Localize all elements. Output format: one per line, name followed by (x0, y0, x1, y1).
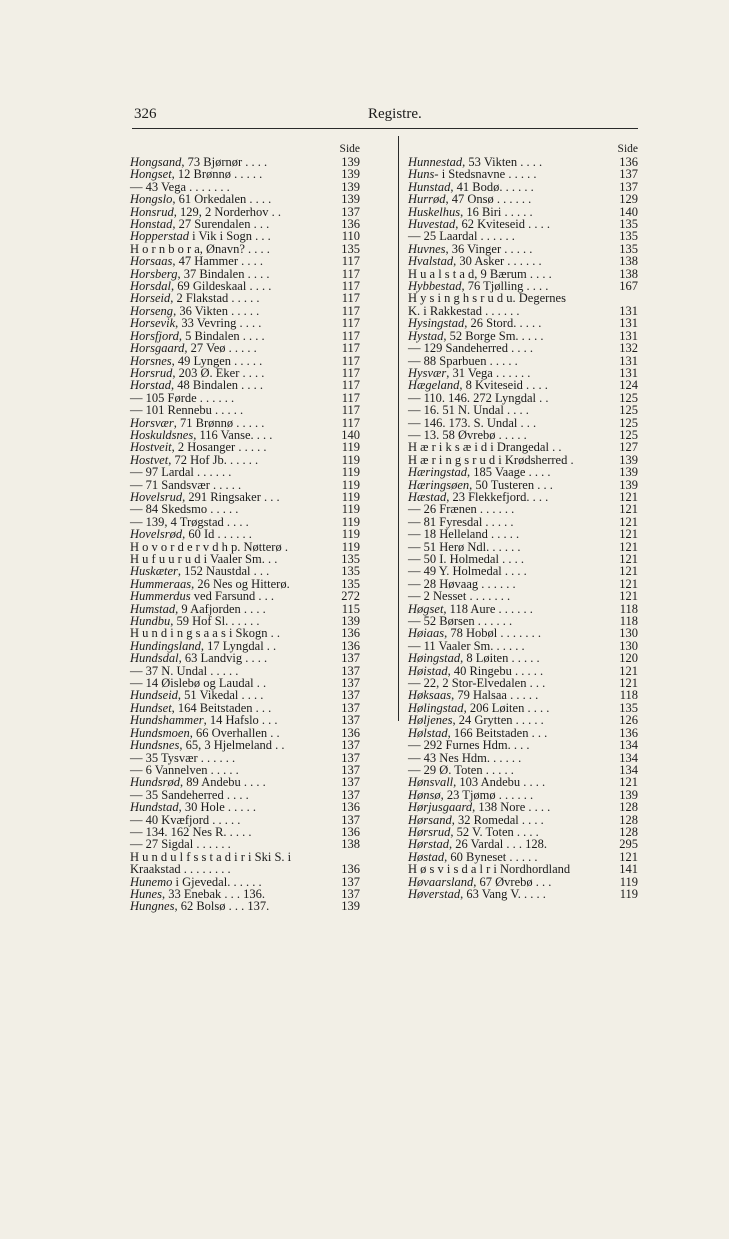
entry-page: 137 (341, 688, 360, 703)
entry-page: 135 (341, 576, 360, 591)
entry-text: Hybbestad, 76 Tjølling . . . . (408, 279, 549, 294)
index-entry (408, 441, 638, 453)
entry-text: Hundsdal, 63 Landvig . . . . (130, 651, 268, 666)
entry-text: Hæringsøen, 50 Tusteren . . . (408, 477, 553, 492)
entry-text: Horseng, 36 Vikten . . . . . (130, 303, 260, 318)
entry-page: 119 (341, 465, 360, 480)
page-number: 326 (134, 106, 157, 122)
index-entry (408, 627, 638, 639)
entry-page: 134 (619, 750, 638, 765)
entry-text: Honstad, 27 Surendalen . . . (130, 217, 270, 232)
entry-page: 131 (619, 316, 638, 331)
entry-page: 117 (341, 415, 360, 430)
index-entry (408, 888, 638, 900)
entry-page: 137 (341, 874, 360, 889)
entry-page: 136 (341, 824, 360, 839)
entry-page: 121 (619, 527, 638, 542)
entry-page: 126 (619, 713, 638, 728)
entry-text: Humstad, 9 Aafjorden . . . . (130, 601, 266, 616)
side-label: Side (339, 143, 360, 155)
entry-page: 117 (341, 303, 360, 318)
entry-page: 139 (341, 899, 360, 914)
entry-page: 121 (619, 576, 638, 591)
entry-page: 119 (341, 502, 360, 517)
entry-page: 139 (341, 614, 360, 629)
entry-page: 137 (341, 750, 360, 765)
index-entry (408, 528, 638, 540)
entry-page: 119 (341, 440, 360, 455)
entry-text: — 134. 162 Nes R. . . . . (130, 824, 252, 839)
entry-text: — 35 Tysvær . . . . . . (130, 750, 236, 765)
entry-page: 120 (619, 651, 638, 666)
entry-page: 121 (619, 849, 638, 864)
entry-page: 131 (619, 353, 638, 368)
entry-page: 121 (619, 489, 638, 504)
entry-text: Hundbu, 59 Hof Sl. . . . . . (130, 614, 260, 629)
right-column (408, 143, 638, 900)
entry-page: 140 (341, 427, 360, 442)
index-entry (130, 528, 360, 540)
entry-text: Horsnes, 49 Lyngen . . . . . (130, 353, 263, 368)
entry-page: 139 (619, 787, 638, 802)
entry-page: 131 (619, 303, 638, 318)
entry-page: 117 (341, 390, 360, 405)
entry-text: Hunstad, 41 Bodø. . . . . . (408, 179, 534, 194)
entry-page: 137 (341, 700, 360, 715)
index-entry (408, 292, 638, 304)
index-entry (408, 503, 638, 515)
entry-page: 138 (619, 254, 638, 269)
entry-text: Hopperstad i Vik i Sogn . . . (130, 229, 271, 244)
entry-text: — 292 Furnes Hdm. . . . (408, 738, 530, 753)
entry-text: H u a l s t a d, 9 Bærum . . . . (408, 266, 552, 281)
entry-page: 119 (619, 874, 638, 889)
entry-page: 134 (619, 738, 638, 753)
entry-text: K. i Rakkestad . . . . . . (408, 303, 520, 318)
entry-text: — 101 Rennebu . . . . . (130, 403, 244, 418)
entry-page: 135 (619, 217, 638, 232)
entry-text: Hønsvall, 103 Andebu . . . . (408, 775, 546, 790)
entry-page: 137 (341, 886, 360, 901)
entry-page: 118 (619, 601, 638, 616)
entry-page: 128 (619, 800, 638, 815)
entry-text: Høverstad, 63 Vang V. . . . . (408, 886, 546, 901)
entry-page: 117 (341, 365, 360, 380)
entry-page: 137 (341, 713, 360, 728)
entry-text: — 22, 2 Stor-Elvedalen . . . (408, 676, 546, 691)
entry-text: Huvnes, 36 Vinger . . . . . (408, 241, 533, 256)
index-entry (130, 801, 360, 813)
entry-text: Kraakstad . . . . . . . . (130, 862, 231, 877)
entry-text: Horsrud, 203 Ø. Eker . . . . (130, 365, 265, 380)
entry-text: Høksaas, 79 Halsaa . . . . . (408, 688, 539, 703)
entry-text: — 27 Sigdal . . . . . . (130, 837, 231, 852)
entry-text: Honsrud, 129, 2 Norderhov . . (130, 204, 282, 219)
entry-text: Hundsmoen, 66 Overhallen . . (130, 725, 280, 740)
index-entry (408, 776, 638, 788)
entry-page: 295 (619, 837, 638, 852)
entry-page: 139 (341, 192, 360, 207)
entry-text: — 6 Vannelven . . . . . (130, 762, 239, 777)
entry-text: Horsfjord, 5 Bindalen . . . . (130, 328, 265, 343)
entry-text: Huns- i Stedsnavne . . . . . (408, 167, 537, 182)
entry-page: 119 (341, 514, 360, 529)
entry-page: 135 (619, 241, 638, 256)
entry-text: Hundshammer, 14 Hafslo . . . (130, 713, 278, 728)
entry-text: Hummerdus ved Farsund . . . (130, 589, 274, 604)
entry-text: Hundseid, 51 Vikedal . . . . (130, 688, 264, 703)
entry-page: 117 (341, 254, 360, 269)
entry-text: — 2 Nesset . . . . . . . (408, 589, 511, 604)
entry-text: Hæstad, 23 Flekkefjord. . . . (408, 489, 549, 504)
entry-page: 135 (619, 700, 638, 715)
entry-text: Hørjusgaard, 138 Nore . . . . (408, 800, 551, 815)
index-entry (130, 503, 360, 515)
entry-text: Hvalstad, 30 Asker . . . . . . (408, 254, 542, 269)
entry-page: 119 (341, 489, 360, 504)
entry-page: 137 (619, 167, 638, 182)
entry-page: 128 (619, 812, 638, 827)
entry-text: Horstad, 48 Bindalen . . . . (130, 378, 263, 393)
entry-text: — 50 I. Holmedal . . . . (408, 552, 524, 566)
entry-text: — 35 Sandeherred . . . . (130, 787, 249, 802)
entry-page: 137 (341, 762, 360, 777)
entry-text: — 129 Sandeherred . . . . (408, 341, 533, 356)
entry-page: 139 (341, 167, 360, 182)
entry-page: 134 (619, 762, 638, 777)
entry-page: 117 (341, 403, 360, 418)
page-header (132, 106, 638, 128)
entry-text: Hysingstad, 26 Stord. . . . . (408, 316, 542, 331)
entry-page: 119 (341, 539, 360, 554)
entry-text: Hundsnes, 65, 3 Hjelmeland . . (130, 738, 285, 753)
entry-text: Hostveit, 2 Hosanger . . . . . (130, 440, 267, 455)
entry-text: — 40 Kvæfjord . . . . . (130, 812, 241, 827)
entry-text: H æ r i k s æ i d i Drangedal . . (408, 440, 562, 455)
header-rule (132, 128, 638, 129)
entry-page: 117 (341, 279, 360, 294)
entry-text: Hundsrød, 89 Andebu . . . . (130, 775, 266, 790)
index-entry (408, 739, 638, 751)
entry-text: H o v o r d e r v d h p. Nøtterø . (130, 539, 288, 554)
entry-page: 130 (619, 626, 638, 641)
entry-page: 121 (619, 552, 638, 566)
entry-text: — 37 N. Undal . . . . . (130, 663, 239, 678)
entry-text: Hønsø, 23 Tjømø . . . . . . (408, 787, 534, 802)
entry-text: — 139, 4 Trøgstad . . . . (130, 514, 249, 529)
entry-page: 136 (341, 638, 360, 653)
entry-page: 110 (341, 229, 360, 244)
entry-page: 119 (341, 527, 360, 542)
entry-text: Horsberg, 37 Bindalen . . . . (130, 266, 270, 281)
entry-page: 139 (341, 155, 360, 169)
entry-page: 136 (341, 862, 360, 877)
entry-text: — 28 Høvaag . . . . . . (408, 576, 516, 591)
entry-text: Hunemo i Gjevedal. . . . . . (130, 874, 262, 889)
entry-page: 138 (619, 266, 638, 281)
entry-page: 129 (619, 192, 638, 207)
index-entry (130, 739, 360, 751)
entry-text: — 18 Helleland . . . . . (408, 527, 520, 542)
entry-page: 137 (341, 787, 360, 802)
index-entry (408, 342, 638, 354)
entry-page: 118 (619, 688, 638, 703)
entry-text: — 29 Ø. Toten . . . . . (408, 762, 514, 777)
entry-page: 119 (619, 886, 638, 901)
entry-text: Hægeland, 8 Kviteseid . . . . (408, 378, 548, 393)
entry-page: 136 (341, 626, 360, 641)
running-title: Registre. (368, 106, 422, 122)
entry-page: 137 (341, 663, 360, 678)
entry-page: 139 (619, 477, 638, 492)
entry-text: Høstad, 60 Byneset . . . . . (408, 849, 538, 864)
entry-page: 135 (341, 564, 360, 579)
entry-page: 139 (341, 179, 360, 194)
entry-text: — 146. 173. S. Undal . . . (408, 415, 537, 430)
entry-text: Hungnes, 62 Bolsø . . . 137. (130, 899, 270, 914)
index-entry (408, 379, 638, 391)
entry-text: — 51 Herø Ndl. . . . . . (408, 539, 521, 554)
entry-text: — 84 Skedsmo . . . . . (130, 502, 239, 517)
side-label: Side (617, 143, 638, 155)
entry-text: — 81 Fyresdal . . . . . (408, 514, 514, 529)
entry-page: 125 (619, 390, 638, 405)
entry-page: 117 (341, 328, 360, 343)
entry-text: Hostvet, 72 Hof Jb. . . . . . (130, 452, 259, 467)
index-entry (408, 404, 638, 416)
index-entry (130, 900, 360, 912)
entry-text: — 13. 58 Øvrebø . . . . . (408, 427, 527, 442)
entry-text: H y s i n g h s r u d u. Degernes (408, 291, 566, 306)
entry-text: H u f u u r u d i Vaaler Sm. . . (130, 552, 278, 566)
entry-page: 131 (619, 328, 638, 343)
entry-page: 137 (341, 812, 360, 827)
entry-text: Hysvær, 31 Vega . . . . . . (408, 365, 531, 380)
entry-text: Huvestad, 62 Kviteseid . . . . (408, 217, 551, 232)
entry-page: 125 (619, 427, 638, 442)
left-column (130, 143, 360, 913)
entry-text: Hørstad, 26 Vardal . . . 128. (408, 837, 548, 852)
entry-text: Horsgaard, 27 Veø . . . . . (130, 341, 257, 356)
entry-page: 118 (619, 614, 638, 629)
entry-text: — 71 Sandsvær . . . . . (130, 477, 242, 492)
entry-page: 141 (619, 862, 638, 877)
entry-page: 128 (619, 824, 638, 839)
entry-text: Hunes, 33 Enebak . . . 136. (130, 886, 266, 901)
entry-text: Hundset, 164 Beitstaden . . . (130, 700, 272, 715)
entry-text: Horsdal, 69 Gildeskaal . . . . (130, 279, 272, 294)
entry-text: Hundstad, 30 Hole . . . . . (130, 800, 257, 815)
entry-text: H u n d u l f s s t a d i r i Ski S. i (130, 849, 292, 864)
entry-text: Hongset, 12 Brønnø . . . . . (130, 167, 263, 182)
entry-page: 130 (619, 638, 638, 653)
entry-page: 135 (341, 552, 360, 566)
entry-page: 117 (341, 378, 360, 393)
entry-page: 137 (341, 738, 360, 753)
entry-text: Hundingsland, 17 Lyngdal . . (130, 638, 277, 653)
entry-text: Høgset, 118 Aure . . . . . . (408, 601, 533, 616)
entry-text: Hoskuldsnes, 116 Vanse. . . . (130, 427, 273, 442)
index-entry (408, 255, 638, 267)
entry-page: 121 (619, 502, 638, 517)
entry-text: Horsevik, 33 Vevring . . . . (130, 316, 262, 331)
entry-text: Hongsand, 73 Bjørnør . . . . (130, 155, 268, 169)
entry-page: 137 (341, 204, 360, 219)
entry-page: 139 (619, 465, 638, 480)
entry-text: Høljenes, 24 Grytten . . . . . (408, 713, 544, 728)
entry-page: 127 (619, 440, 638, 455)
index-entry (408, 565, 638, 577)
entry-page: 272 (341, 589, 360, 604)
entry-page: 117 (341, 291, 360, 306)
entry-page: 138 (341, 837, 360, 852)
entry-text: Hølingstad, 206 Løiten . . . . (408, 700, 550, 715)
entry-page: 139 (619, 452, 638, 467)
entry-page: 137 (341, 651, 360, 666)
entry-page: 125 (619, 403, 638, 418)
entry-page: 131 (619, 365, 638, 380)
index-entry (130, 379, 360, 391)
entry-text: Huskæter, 152 Naustdal . . . (130, 564, 270, 579)
index-entry (130, 230, 360, 242)
entry-page: 136 (619, 155, 638, 169)
entry-text: — 97 Lardal . . . . . . (130, 465, 232, 480)
entry-text: Høingstad, 8 Løiten . . . . . (408, 651, 540, 666)
entry-text: Hølstad, 166 Beitstaden . . . (408, 725, 548, 740)
entry-text: Horsaas, 47 Hammer . . . . (130, 254, 263, 269)
entry-text: — 110. 146. 272 Lyngdal . . (408, 390, 549, 405)
entry-text: H u n d i n g s a a s i Skogn . . (130, 626, 280, 641)
entry-text: — 26 Frænen . . . . . . (408, 502, 515, 517)
entry-page: 135 (619, 229, 638, 244)
entry-text: H o r n b o r a, Ønavn? . . . . (130, 241, 270, 256)
index-entry (130, 652, 360, 664)
entry-text: Høiaas, 78 Hobøl . . . . . . . (408, 626, 541, 641)
entry-page: 115 (341, 601, 360, 616)
entry-text: — 11 Vaaler Sm. . . . . . (408, 638, 525, 653)
index-entry (130, 168, 360, 180)
entry-page: 135 (341, 241, 360, 256)
entry-page: 140 (619, 204, 638, 219)
entry-page: 121 (619, 676, 638, 691)
entry-page: 137 (341, 676, 360, 691)
entry-text: Hovelsrud, 291 Ringsaker . . . (130, 489, 280, 504)
entry-page: 121 (619, 539, 638, 554)
entry-text: — 88 Sparbuen . . . . . (408, 353, 518, 368)
entry-text: Hørsrud, 52 V. Toten . . . . (408, 824, 539, 839)
entry-page: 117 (341, 266, 360, 281)
entry-page: 136 (619, 725, 638, 740)
entry-page: 117 (341, 316, 360, 331)
entry-text: Horsvær, 71 Brønnø . . . . . (130, 415, 265, 430)
entry-page: 121 (619, 514, 638, 529)
entry-text: Hurrød, 47 Onsø . . . . . . (408, 192, 532, 207)
index-entry (130, 466, 360, 478)
entry-text: — 14 Øislebø og Laudal . . (130, 676, 267, 691)
entry-text: Hørsand, 32 Romedal . . . . (408, 812, 544, 827)
entry-text: Hummeraas, 26 Nes og Hitterø. (130, 576, 290, 591)
entry-text: Høistad, 40 Ringebu . . . . . (408, 663, 544, 678)
entry-text: H æ r i n g s r u d i Krødsherred . (408, 452, 574, 467)
entry-page: 121 (619, 589, 638, 604)
entry-page: 121 (619, 663, 638, 678)
entry-text: — 25 Laardal . . . . . . (408, 229, 515, 244)
entry-text: — 43 Vega . . . . . . . (130, 179, 230, 194)
entry-page: 124 (619, 378, 638, 393)
entry-page: 167 (619, 279, 638, 294)
entry-text: Horseid, 2 Flakstad . . . . . (130, 291, 260, 306)
entry-text: H ø s v i s d a l r i Nordhordland (408, 862, 571, 877)
column-divider (398, 136, 399, 721)
entry-text: Huskelhus, 16 Biri . . . . . (408, 204, 533, 219)
entry-page: 136 (341, 800, 360, 815)
entry-page: 121 (619, 775, 638, 790)
entry-text: Hongslo, 61 Orkedalen . . . . (130, 192, 272, 207)
entry-page: 136 (341, 725, 360, 740)
entry-text: Hovelsrød, 60 Id . . . . . . (130, 527, 252, 542)
entry-page: 137 (341, 775, 360, 790)
entry-page: 117 (341, 341, 360, 356)
entry-text: — 16. 51 N. Undal . . . . (408, 403, 529, 418)
entry-page: 137 (619, 179, 638, 194)
entry-page: 117 (341, 353, 360, 368)
entry-page: 119 (341, 452, 360, 467)
entry-text: — 52 Børsen . . . . . . (408, 614, 513, 629)
entry-text: Hunnestad, 53 Vikten . . . . (408, 155, 543, 169)
entry-text: — 105 Førde . . . . . . (130, 390, 235, 405)
entry-text: Hystad, 52 Borge Sm. . . . . (408, 328, 544, 343)
entry-text: — 49 Y. Holmedal . . . . (408, 564, 527, 579)
entry-page: 121 (619, 564, 638, 579)
entry-page: 136 (341, 217, 360, 232)
entry-text: Høvaarsland, 67 Øvrebø . . . (408, 874, 552, 889)
index-entry (130, 838, 360, 850)
entry-page: 125 (619, 415, 638, 430)
entry-page: 119 (341, 477, 360, 492)
entry-text: Hæringstad, 185 Vaage . . . . (408, 465, 551, 480)
entry-page: 132 (619, 341, 638, 356)
index-entry (130, 776, 360, 788)
entry-text: — 43 Nes Hdm. . . . . . (408, 750, 522, 765)
